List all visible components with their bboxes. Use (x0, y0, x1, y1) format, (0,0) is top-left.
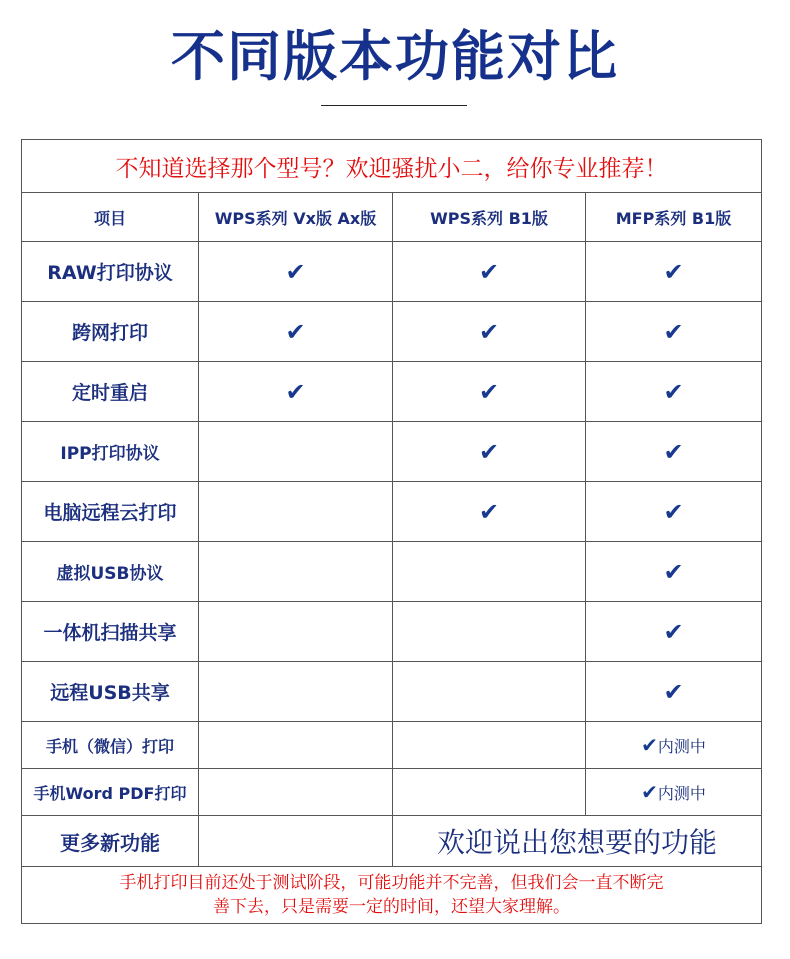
check-cell (586, 362, 762, 422)
header-item: 项目 (22, 193, 199, 242)
check-cell (586, 662, 762, 722)
check-icon: ✔ (285, 257, 306, 286)
empty-cell (393, 662, 586, 722)
table-row (22, 302, 762, 362)
empty-cell (199, 816, 393, 867)
check-cell (586, 482, 762, 542)
page-title: 不同版本功能对比 (171, 25, 619, 88)
check-icon: ✔ (663, 437, 684, 466)
comparison-table (21, 139, 762, 924)
empty-cell (199, 542, 393, 602)
note-row (22, 867, 762, 924)
check-cell (586, 302, 762, 362)
check-icon: ✔ (478, 377, 500, 406)
feature-label: 手机Word PDF打印 (22, 769, 199, 816)
feature-label: 远程USB共享 (22, 662, 199, 722)
more-features-row (22, 816, 762, 867)
check-icon: ✔ (663, 617, 684, 646)
title-divider (321, 105, 467, 106)
empty-cell (199, 482, 393, 542)
table-row (22, 769, 762, 816)
empty-cell (393, 542, 586, 602)
check-cell (393, 482, 586, 542)
header-mfp-b1: MFP系列 B1版 (586, 193, 762, 242)
banner-row (22, 140, 762, 193)
check-icon: ✔ (478, 497, 500, 526)
check-cell (393, 362, 586, 422)
header-wps-b1: WPS系列 B1版 (393, 193, 586, 242)
check-cell (586, 242, 762, 302)
empty-cell (199, 422, 393, 482)
recommend-banner: 不知道选择那个型号？欢迎骚扰小二，给你专业推荐！ (22, 140, 762, 193)
check-icon: ✔ (663, 497, 684, 526)
empty-cell (199, 769, 393, 816)
note-line: 手机打印目前还处于测试阶段，可能功能并不完善，但我们会一直不断完 (119, 873, 664, 893)
feature-label: 一体机扫描共享 (22, 602, 199, 662)
check-icon: ✔ (478, 437, 500, 466)
check-icon: ✔ (285, 377, 306, 406)
feature-label: RAW打印协议 (22, 242, 199, 302)
check-icon: ✔ (663, 677, 684, 706)
check-icon: ✔ (285, 317, 306, 346)
feature-label: 虚拟USB协议 (22, 542, 199, 602)
check-icon: ✔ (663, 317, 684, 346)
more-features-label: 更多新功能 (22, 816, 199, 867)
feature-wish-text: 欢迎说出您想要的功能 (393, 816, 762, 867)
feature-label: 电脑远程云打印 (22, 482, 199, 542)
check-cell (199, 362, 393, 422)
table-row (22, 422, 762, 482)
testing-label: 内测中 (657, 784, 706, 803)
table-row (22, 722, 762, 769)
header-wps-vx-ax: WPS系列 Vx版 Ax版 (199, 193, 393, 242)
check-icon: ✔ (641, 733, 658, 757)
table-row (22, 602, 762, 662)
empty-cell (199, 722, 393, 769)
check-icon: ✔ (641, 780, 658, 804)
check-cell (393, 302, 586, 362)
check-icon: ✔ (663, 557, 684, 586)
table-row (22, 242, 762, 302)
header-row (22, 193, 762, 242)
check-icon: ✔ (663, 377, 684, 406)
check-cell (586, 422, 762, 482)
check-cell (586, 602, 762, 662)
check-icon: ✔ (478, 257, 500, 286)
empty-cell (199, 662, 393, 722)
check-cell (393, 242, 586, 302)
empty-cell (393, 602, 586, 662)
table-row (22, 482, 762, 542)
testing-cell (586, 769, 762, 816)
check-cell (199, 302, 393, 362)
feature-label: 手机（微信）打印 (22, 722, 199, 769)
testing-note (22, 867, 762, 924)
feature-label: 定时重启 (22, 362, 199, 422)
check-icon: ✔ (478, 317, 500, 346)
table-row (22, 362, 762, 422)
feature-label: 跨网打印 (22, 302, 199, 362)
table-row (22, 662, 762, 722)
note-line: 善下去，只是需要一定的时间，还望大家理解。 (213, 897, 570, 917)
check-icon: ✔ (663, 257, 684, 286)
check-cell (586, 542, 762, 602)
empty-cell (199, 602, 393, 662)
table-row (22, 542, 762, 602)
feature-label: IPP打印协议 (22, 422, 199, 482)
check-cell (393, 422, 586, 482)
empty-cell (393, 769, 586, 816)
check-cell (199, 242, 393, 302)
testing-label: 内测中 (657, 737, 706, 756)
empty-cell (393, 722, 586, 769)
testing-cell (586, 722, 762, 769)
